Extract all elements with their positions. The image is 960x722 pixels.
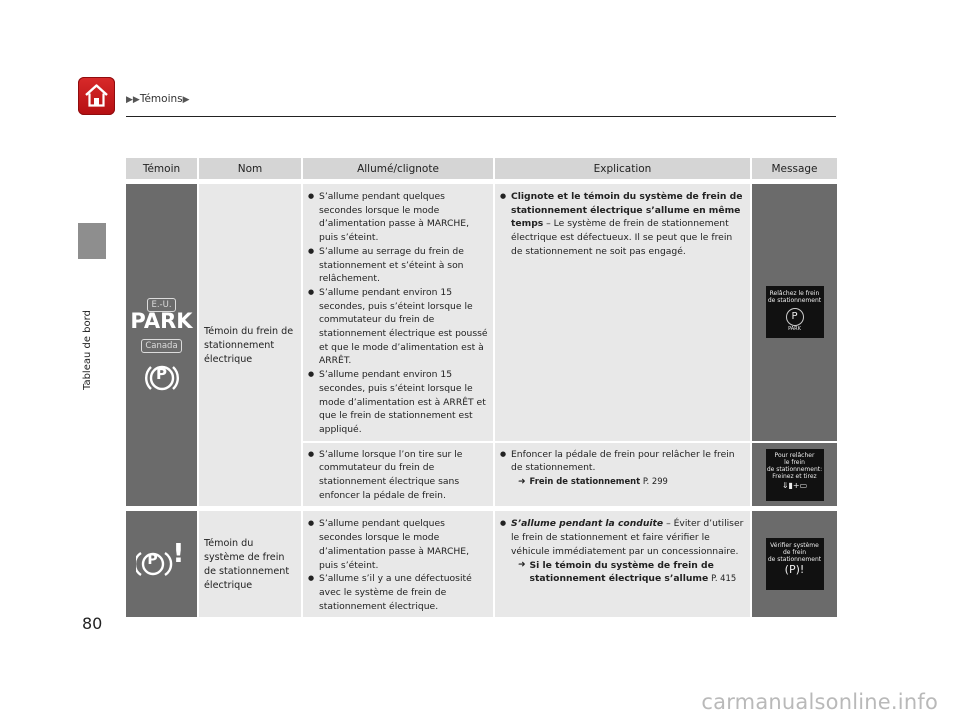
epb-pull-on-item: ● S’allume lorsque l’on tire sur le commutateur du frein de stationnement électrique sans enfoncer la pédale de frein. (308, 448, 488, 503)
epb-system-p: P (147, 552, 158, 569)
message-release-brake (766, 286, 824, 338)
link-arrow-icon: ➜ (518, 559, 526, 570)
epb-pull-explanation-cell (494, 443, 751, 507)
epb-system-explanation-bold: S’allume pendant la conduite (511, 518, 664, 530)
message-check-system (766, 538, 824, 590)
breadcrumb-title: Témoins (139, 93, 183, 105)
pedal-switch-icon: ⇓▮+▭ (781, 480, 808, 490)
epb-system-name: Témoin du système de frein de stationnement électrique (198, 511, 302, 617)
message-line: de stationnement (767, 556, 822, 564)
section-tab (78, 223, 106, 259)
epb-system-explanation-cell (494, 511, 751, 617)
epb-system-icon-cell (126, 511, 198, 617)
epb-system-explanation-text: – Éviter d’utiliser le frein de stationnement et faire vérifier le véhicule immédiatement par un concessionnaire. (511, 518, 744, 557)
message-line: de stationnement (767, 297, 822, 305)
epb-system-warning-icon (136, 539, 188, 580)
region-tag-us: E.-U. (147, 298, 175, 312)
epb-indicator-icon-cell (126, 184, 198, 506)
breadcrumb[interactable] (126, 93, 190, 105)
epb-explanation-item (500, 190, 745, 259)
epb-message-cell (751, 184, 837, 441)
epb-system-explanation-item (500, 517, 745, 558)
section-label: Tableau de bord (82, 310, 93, 390)
breadcrumb-arrows: ▶▶ (126, 95, 140, 105)
ref-link-parking-brake[interactable] (518, 475, 745, 490)
epb-explanation-cell (494, 184, 751, 441)
header-rule (126, 116, 836, 117)
col-header-explanation: Explication (494, 158, 751, 179)
watermark: carmanualsonline.info (701, 690, 938, 714)
message-line: de frein (782, 549, 806, 557)
home-icon (83, 82, 110, 109)
epb-pull-explanation-item: ● Enfoncer la pédale de frein pour relâcher le frein de stationnement. (500, 448, 745, 475)
park-icon: PARK (130, 308, 193, 333)
epb-on-item: ● S’allume pendant environ 15 secondes, puis s’éteint lorsque le mode d’alimentation est à ARRÊT et que le frein de stationnement est appliqué. (308, 368, 488, 437)
message-line: le frein (784, 458, 805, 466)
warning-lights-table (126, 158, 837, 617)
epb-system-on-item: ● S’allume pendant quelques secondes lorsque le mode d’alimentation passe à MARCHE, puis s’éteint. (308, 517, 488, 572)
link-arrow-icon: ➜ (518, 477, 526, 488)
message-epb-icon: (P)! (784, 563, 805, 577)
parking-brake-p: P (156, 364, 167, 383)
epb-pull-message-cell (751, 443, 837, 507)
message-pull-release (766, 449, 824, 501)
table-header-row (126, 158, 837, 179)
epb-on-item: ● S’allume pendant quelques secondes lorsque le mode d’alimentation passe à MARCHE, puis s’éteint. (308, 190, 488, 245)
message-line: Freinez et tirez (772, 472, 817, 480)
epb-on-item: ● S’allume pendant environ 15 secondes, puis s’éteint lorsque le commutateur du frein de stationnement électrique est poussé et que le mode d’alimentation est à ARRÊT. (308, 286, 488, 368)
message-p-icon (786, 308, 804, 326)
epb-on-item: ● S’allume au serrage du frein de stationnement et s’éteint à son relâchement. (308, 245, 488, 286)
col-header-icon: Témoin (126, 158, 198, 179)
col-header-message: Message (751, 158, 837, 179)
table-row (126, 511, 837, 617)
epb-pull-on-cell (302, 443, 494, 507)
epb-system-exclamation: ! (172, 539, 185, 570)
ref-link-epb-system[interactable] (518, 559, 745, 586)
region-tag-canada: Canada (141, 339, 181, 353)
ref-title: Si le témoin du système de frein de stationnement électrique s’allume (529, 559, 714, 585)
epb-on-cell (302, 184, 494, 441)
ref-title: Frein de stationnement (529, 476, 641, 487)
page-number: 80 (82, 614, 103, 633)
epb-indicator-name: Témoin du frein de stationnement électrique (198, 184, 302, 506)
epb-system-message-cell (751, 511, 837, 617)
message-line: Vérifier système (770, 542, 819, 550)
home-button[interactable] (78, 77, 115, 115)
epb-explanation-text: – Le système de frein de stationnement électrique est défectueux. Il se peut que le frein de stationnement ne soit pas engagé. (511, 218, 733, 257)
col-header-on: Allumé/clignote (302, 158, 494, 179)
ref-page: P. 415 (711, 573, 737, 584)
ref-page: P. 299 (642, 476, 668, 487)
message-line: Pour relâcher (774, 451, 815, 459)
epb-system-on-item: ● S’allume s’il y a une défectuosité avec le système de frein de stationnement électrique. (308, 572, 488, 613)
message-p-letter: P (791, 311, 798, 323)
table-row (126, 184, 837, 441)
epb-explanation-bold: Clignote et le témoin du système de frein de stationnement électrique s’allume en même temps (511, 191, 743, 230)
breadcrumb-trail-arrow: ▶ (182, 95, 190, 105)
col-header-name: Nom (198, 158, 302, 179)
epb-system-on-cell (302, 511, 494, 617)
message-line: de stationnement: (766, 465, 823, 473)
parking-brake-circle-icon (143, 359, 181, 397)
message-line: Relâchez le frein (769, 290, 820, 298)
message-park-sub: PARK (788, 326, 801, 333)
